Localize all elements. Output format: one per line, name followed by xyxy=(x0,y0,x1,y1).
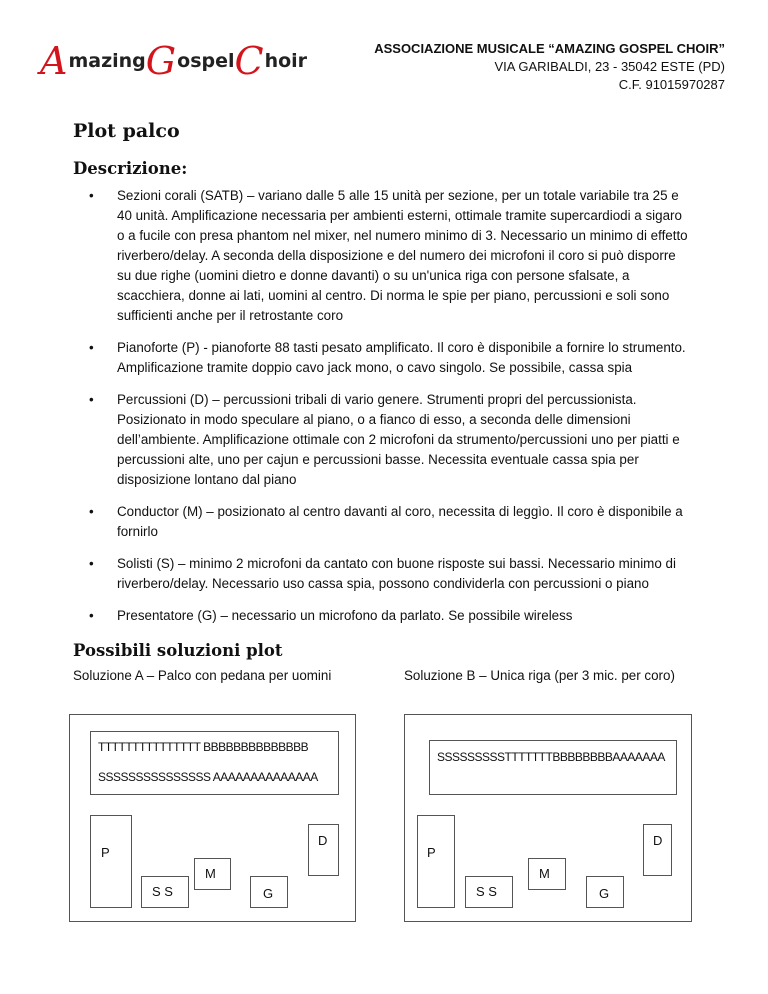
presenter-label: G xyxy=(599,886,610,901)
presenter-label: G xyxy=(263,886,274,901)
presenter-b xyxy=(586,876,624,908)
description-list xyxy=(73,186,693,626)
piano-label: P xyxy=(101,845,110,860)
logo-text: mazing xyxy=(68,50,146,72)
tax-code: C.F. 91015970287 xyxy=(618,77,725,92)
logo-letter: C xyxy=(234,39,264,83)
percussion-label: D xyxy=(653,833,663,848)
list-item: • Presentatore (G) – necessario un microfono da parlato. Se possibile wireless xyxy=(73,606,693,626)
choir-block-b xyxy=(429,740,677,795)
stage-diagrams xyxy=(73,714,693,924)
conductor-label: M xyxy=(539,866,550,881)
solutions-heading: Possibili soluzioni plot xyxy=(73,641,283,660)
document-body xyxy=(73,0,693,964)
percussion-a xyxy=(308,824,339,876)
list-item: • Conductor (M) – posizionato al centro davanti al coro, necessita di leggìo. Il coro è disponibile a fornirlo xyxy=(73,502,693,542)
logo-letter: A xyxy=(40,39,68,83)
logo-letter: G xyxy=(145,39,177,83)
presenter-a xyxy=(250,876,288,908)
choir-row-2: SSSSSSSSSSSSSSS AAAAAAAAAAAAAA xyxy=(98,770,318,784)
choir-row: SSSSSSSSSTTTTTTTBBBBBBBBAAAAAAA xyxy=(437,750,665,764)
piano-label: P xyxy=(427,845,436,860)
piano-b xyxy=(417,815,455,908)
soloists-b xyxy=(465,876,513,908)
solution-labels xyxy=(73,668,693,688)
percussion-label: D xyxy=(318,833,328,848)
conductor-a xyxy=(194,858,231,890)
list-item: • Sezioni corali (SATB) – variano dalle 5 alle 15 unità per sezione, per un totale variabile tra 25 e 40 unità. Amplificazione necessaria per ambienti esterni, ottimale tramite supercardiodi a sigaro o a fucile con presa phantom nel mixer, nel numero minimo di 3. Necessario un minimo di effetto riverbero/delay. A seconda della disposizione e del numero dei microfoni il coro si può disporre su due righe (uomini dietro e donne davanti) o su un'unica riga con persone sfalsate, a scacchiera, donne ai lati, uomini al centro. Di norma le spie per piano, percussioni e soli sono sufficienti anche per il retrostante coro xyxy=(73,186,693,326)
soloists-label: S S xyxy=(476,884,497,899)
list-item: • Solisti (S) – minimo 2 microfoni da cantato con buone risposte sui bassi. Necessario minimo di riverbero/delay. Necessario uso cassa spia, possono condividerla con percussioni o piano xyxy=(73,554,693,594)
piano-a xyxy=(90,815,132,908)
logo-text: ospel xyxy=(177,50,235,72)
conductor-label: M xyxy=(205,866,216,881)
list-item: • Percussioni (D) – percussioni tribali di vario genere. Strumenti propri del percussionista. Posizionato in modo speculare al piano, o a fianco di esso, a seconda delle dimensioni dell’ambiente. Amplificazione ottimale con 2 microfoni da strumento/percussioni uno per piatti e percussioni alte, uno per cajun e percussioni basse. Necessita eventuale cassa spia per disposizione lontano dal piano xyxy=(73,390,693,490)
address: VIA GARIBALDI, 23 - 35042 ESTE (PD) xyxy=(494,59,725,74)
logo-text: hoir xyxy=(264,50,308,72)
choir-row-1: TTTTTTTTTTTTTTT BBBBBBBBBBBBBB xyxy=(98,740,309,754)
choir-block-a xyxy=(90,731,339,795)
solution-b-label: Soluzione B – Unica riga (per 3 mic. per coro) xyxy=(404,668,675,683)
soloists-a xyxy=(141,876,189,908)
conductor-b xyxy=(528,858,566,890)
list-item: • Pianoforte (P) - pianoforte 88 tasti pesato amplificato. Il coro è disponibile a fornire lo strumento. Amplificazione tramite doppio cavo jack mono, o cavo singolo. Se possibile, cassa spia xyxy=(73,338,693,378)
soloists-label: S S xyxy=(152,884,173,899)
percussion-b xyxy=(643,824,672,876)
description-heading: Descrizione: xyxy=(73,159,188,178)
solution-a-label: Soluzione A – Palco con pedana per uomini xyxy=(73,668,332,683)
association-name: ASSOCIAZIONE MUSICALE “AMAZING GOSPEL CHOIR” xyxy=(374,41,725,56)
page-title: Plot palco xyxy=(73,120,180,142)
